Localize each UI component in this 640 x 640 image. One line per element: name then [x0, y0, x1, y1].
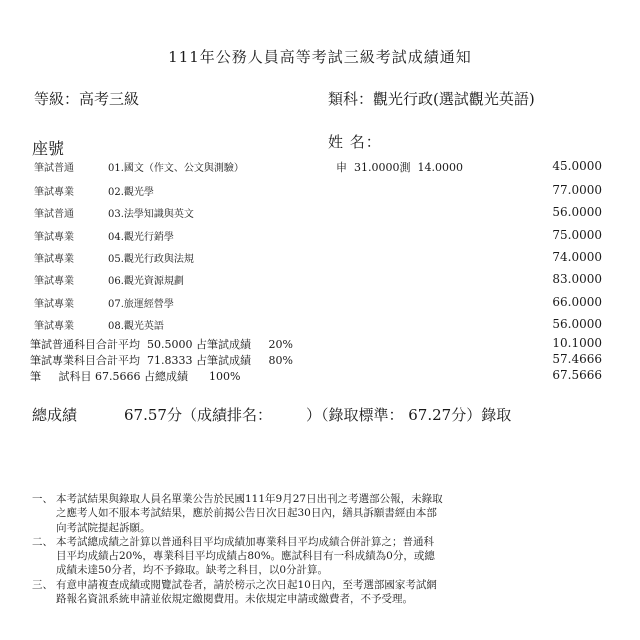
- note-text: 有意申請複查成績或閱覽試卷者，請於榜示之次日起10日內，至考選部國家考試網 路報名資訊系統申請並依規定繳閱費用。未依規定申請或繳費者，不予受理。: [56, 578, 437, 606]
- seat-label: 座號: [32, 139, 65, 158]
- summary-text: 筆 試科目 67.5666 占總成績 100%: [30, 370, 241, 383]
- summary-text: 筆試普通科目合計平均 50.5000 占筆試成績 20%: [30, 338, 293, 351]
- subject-row: [0, 228, 640, 250]
- subject-score: 75.0000: [552, 228, 602, 242]
- subject-score: 45.0000: [552, 159, 602, 173]
- note-number: 三、: [32, 578, 53, 591]
- subject-score: 83.0000: [552, 272, 602, 286]
- subject-category: 筆試專業: [34, 299, 74, 310]
- subject-score: 77.0000: [552, 183, 602, 197]
- subject-name: 03.法學知識與英文: [108, 209, 194, 220]
- subject-name: 02.觀光學: [108, 187, 154, 198]
- note-text: 本考試結果與錄取人員名單業公告於民國111年9月27日出刊之考選部公報，未錄取 之應考人如不服本考試結果，應於前揭公告日次日起30日內，繕具訴願書經由本部 向考試院提起訴願。: [56, 493, 443, 534]
- summary-score: 67.5666: [552, 368, 602, 382]
- notes-section: [32, 492, 572, 606]
- subject-name: 04.觀光行銷學: [108, 232, 174, 243]
- subject-score: 56.0000: [552, 317, 602, 331]
- subject-score: 74.0000: [552, 250, 602, 264]
- subject-category: 筆試專業: [34, 187, 74, 198]
- category-label: 類科：觀光行政(選試觀光英語): [328, 90, 535, 108]
- subject-row: [0, 205, 640, 227]
- admission-standard: ）（錄取標準： 67.27分）錄取: [306, 406, 512, 424]
- level-label: 等級：高考三級: [34, 90, 140, 108]
- subject-score: 56.0000: [552, 205, 602, 219]
- subject-category: 筆試專業: [34, 232, 74, 243]
- subject-row: [0, 183, 640, 205]
- subject-category: 筆試普通: [34, 163, 74, 174]
- subject-category: 筆試專業: [34, 254, 74, 265]
- subject-category: 筆試普通: [34, 209, 74, 220]
- total-value: 67.57分（成績排名：: [124, 406, 272, 424]
- note-item: [32, 578, 572, 607]
- summary-text: 筆試專業科目合計平均 71.8333 占筆試成績 80%: [30, 354, 293, 367]
- name-label: 姓 名：: [328, 133, 382, 151]
- note-text: 本考試總成績之計算以普通科目平均成績加專業科目平均成績合併計算之；普通科 目平均成績占20%，專業科目平均成績占80%。應試科目有一科成績為0分，或總 成績未達50分者，均不予錄取。缺考之科目，以0分計算。: [56, 535, 435, 577]
- subject-name: 05.觀光行政與法規: [108, 254, 194, 265]
- subject-category: 筆試專業: [34, 321, 74, 332]
- note-number: 一、: [32, 493, 53, 505]
- subject-row: [0, 272, 640, 294]
- note-item: [32, 492, 572, 535]
- subject-detail: 申 31.0000測 14.0000: [336, 161, 463, 174]
- subject-category: 筆試專業: [34, 276, 74, 287]
- page-title: 111年公務人員高等考試三級考試成績通知: [168, 48, 472, 66]
- note-item: [32, 535, 572, 578]
- subject-name: 08.觀光英語: [108, 321, 164, 332]
- subject-name: 06.觀光資源規劃: [108, 276, 184, 287]
- note-number: 二、: [32, 535, 53, 548]
- total-label: 總成績: [32, 406, 78, 424]
- subject-row: [0, 295, 640, 317]
- subject-name: 07.旅運經營學: [108, 299, 174, 310]
- subject-row: [0, 159, 640, 181]
- summary-score: 57.4666: [552, 352, 602, 366]
- subject-name: 01.國文（作文、公文與測驗）: [108, 163, 244, 174]
- summary-score: 10.1000: [552, 336, 602, 350]
- subject-row: [0, 250, 640, 272]
- subject-score: 66.0000: [552, 295, 602, 309]
